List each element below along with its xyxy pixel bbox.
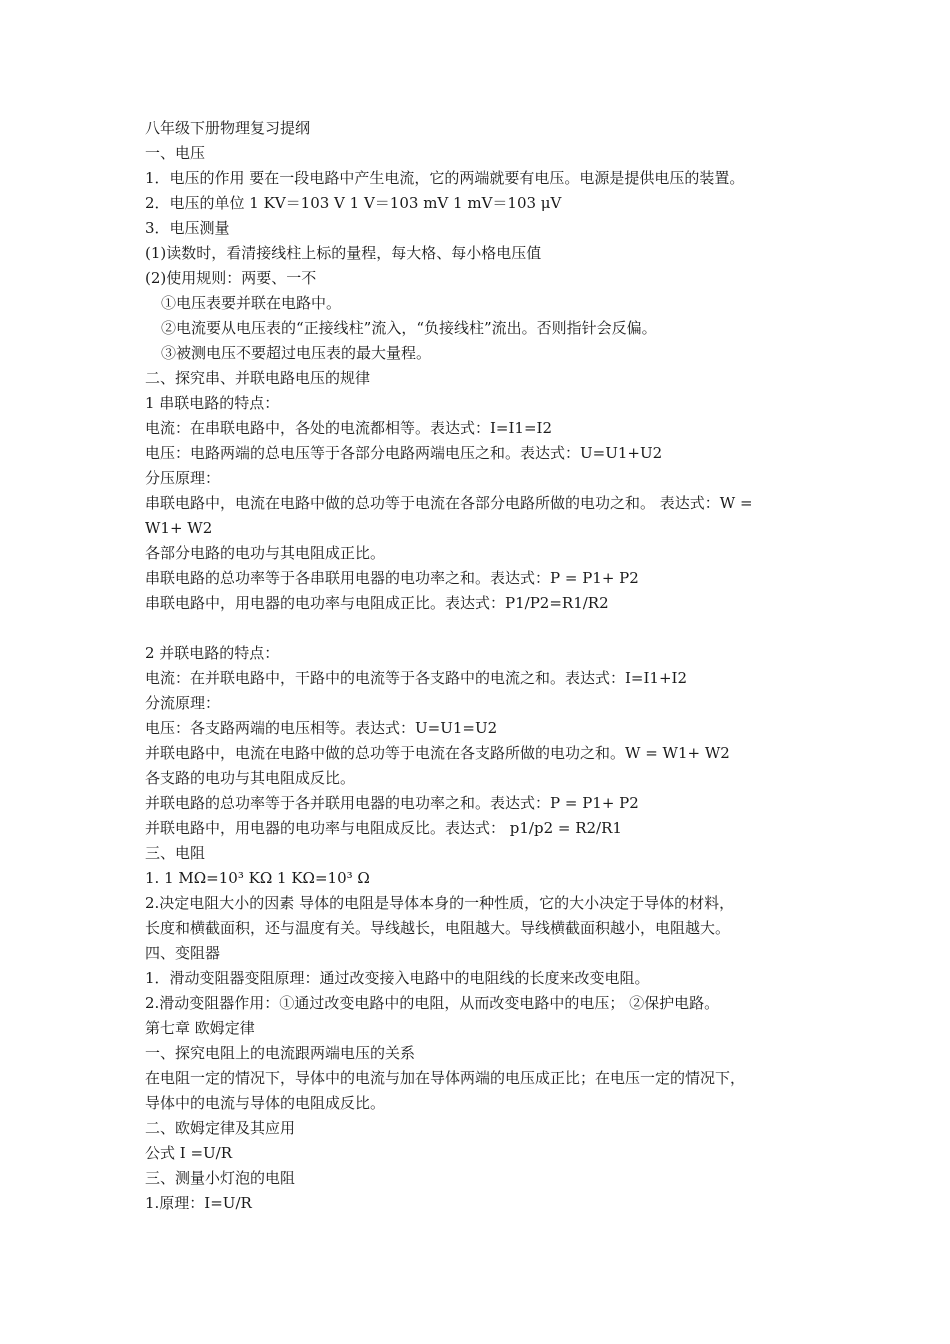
- text-line: 电流：在串联电路中，各处的电流都相等。表达式：I=I1=I2: [145, 419, 553, 437]
- text-line: 分流原理：: [145, 694, 221, 712]
- text-line: 并联电路的总功率等于各并联用电器的电功率之和。表达式：P = P1+ P2: [145, 794, 639, 812]
- text-line: 串联电路中，电流在电路中做的总功等于电流在各部分电路所做的电功之和。 表达式：W =: [145, 494, 753, 512]
- text-line: 1. 1 MΩ=10³ KΩ 1 KΩ=10³ Ω: [145, 869, 370, 887]
- text-line: 电压：电路两端的总电压等于各部分电路两端电压之和。表达式：U=U1+U2: [145, 444, 663, 462]
- list-item: ②电流要从电压表的“正接线柱”流入，“负接线柱”流出。否则指针会反偏。: [161, 319, 657, 337]
- text-line: 电流：在并联电路中，干路中的电流等于各支路中的电流之和。表达式：I=I1+I2: [145, 669, 688, 687]
- list-item: ③被测电压不要超过电压表的最大量程。: [161, 344, 432, 362]
- text-line: 在电阻一定的情况下，导体中的电流与加在导体两端的电压成正比；在电压一定的情况下，: [145, 1069, 746, 1087]
- section-heading-resistance: 三、电阻: [145, 844, 206, 862]
- text-line: 各支路的电功与其电阻成反比。: [145, 769, 356, 787]
- text-line: 1．滑动变阻器变阻原理：通过改变接入电路中的电阻线的长度来改变电阻。: [145, 969, 650, 987]
- text-line: 串联电路中，用电器的电功率与电阻成正比。表达式：P1/P2=R1/R2: [145, 594, 609, 612]
- text-line: 1 串联电路的特点：: [145, 394, 280, 412]
- text-line: 并联电路中，用电器的电功率与电阻成反比。表达式： p1/p2 = R2/R1: [145, 819, 622, 837]
- text-line: 3．电压测量: [145, 219, 230, 237]
- document-body: [145, 116, 825, 1216]
- text-line: 1．电压的作用 要在一段电路中产生电流，它的两端就要有电压。电源是提供电压的装置。: [145, 169, 745, 187]
- section-heading: 二、欧姆定律及其应用: [145, 1119, 296, 1137]
- text-line: 2.滑动变阻器作用：①通过改变电路中的电阻，从而改变电路中的电压； ②保护电路。: [145, 994, 720, 1012]
- text-line: 2．电压的单位 1 KV＝103 V 1 V＝103 mV 1 mV＝103 μV: [145, 194, 562, 212]
- blank-line: [145, 616, 825, 641]
- text-line: 各部分电路的电功与其电阻成正比。: [145, 544, 386, 562]
- text-line: 串联电路的总功率等于各串联用电器的电功率之和。表达式：P = P1+ P2: [145, 569, 639, 587]
- chapter-heading: 第七章 欧姆定律: [145, 1019, 255, 1037]
- text-line: 电压：各支路两端的电压相等。表达式：U=U1=U2: [145, 719, 498, 737]
- section-heading-rheostat: 四、变阻器: [145, 944, 221, 962]
- text-line: 2 并联电路的特点：: [145, 644, 280, 662]
- text-line: 长度和横截面积，还与温度有关。导线越长，电阻越大。导线横截面积越小，电阻越大。: [145, 919, 731, 937]
- text-line: 并联电路中，电流在电路中做的总功等于电流在各支路所做的电功之和。W = W1+ W2: [145, 744, 730, 762]
- section-heading-voltage: 一、电压: [145, 144, 206, 162]
- text-line: W1+ W2: [145, 519, 213, 537]
- text-line: 分压原理：: [145, 469, 221, 487]
- section-heading: 一、探究电阻上的电流跟两端电压的关系: [145, 1044, 416, 1062]
- document-title: 八年级下册物理复习提纲: [145, 119, 311, 137]
- section-heading-series-parallel: 二、探究串、并联电路电压的规律: [145, 369, 371, 387]
- section-heading: 三、测量小灯泡的电阻: [145, 1169, 296, 1187]
- text-line: 公式 I =U/R: [145, 1144, 233, 1162]
- list-item: ①电压表要并联在电路中。: [161, 294, 342, 312]
- text-line: 导体中的电流与导体的电阻成反比。: [145, 1094, 386, 1112]
- text-line: 2.决定电阻大小的因素 导体的电阻是导体本身的一种性质，它的大小决定于导体的材料，: [145, 894, 735, 912]
- text-line: (2)使用规则：两要、一不: [145, 269, 317, 287]
- text-line: 1.原理：I=U/R: [145, 1194, 252, 1212]
- text-line: (1)读数时，看清接线柱上标的量程，每大格、每小格电压值: [145, 244, 542, 262]
